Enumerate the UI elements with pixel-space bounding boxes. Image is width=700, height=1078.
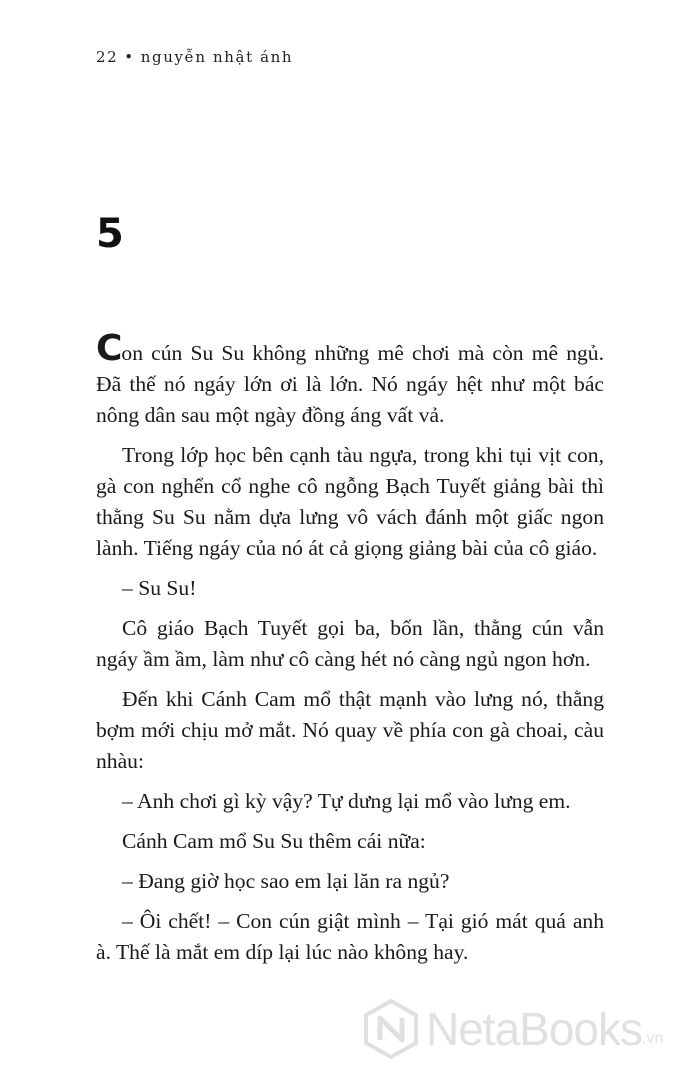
paragraph-6: – Anh chơi gì kỳ vậy? Tự dưng lại mổ vào lưng em. <box>122 789 571 813</box>
netabooks-logo-icon <box>360 998 422 1060</box>
watermark <box>360 998 663 1060</box>
paragraph-1 <box>96 328 604 431</box>
paragraph-7: Cánh Cam mổ Su Su thêm cái nữa: <box>122 829 426 853</box>
watermark-brand: NetaBooks <box>426 1003 643 1055</box>
chapter-body <box>96 328 604 977</box>
paragraph-1-text: on cún Su Su không những mê chơi mà còn mê ngủ. Đã thế nó ngáy lớn ơi là lớn. Nó ngáy hệt như một bác nông dân sau một ngày đồng áng vất vả. <box>96 341 604 427</box>
running-head <box>96 48 293 66</box>
paragraph-5: Đến khi Cánh Cam mổ thật mạnh vào lưng nó, thằng bợm mới chịu mở mắt. Nó quay về phía con gà choai, càu nhàu: <box>96 687 604 773</box>
author-name: nguyễn nhật ánh <box>140 48 294 66</box>
drop-cap: C <box>96 328 122 369</box>
paragraph-2: Trong lớp học bên cạnh tàu ngựa, trong khi tụi vịt con, gà con nghển cổ nghe cô ngỗng Bạch Tuyết giảng bài thì thằng Su Su nằm dựa lưng vô vách đánh một giấc ngon lành. Tiếng ngáy của nó át cả giọng giảng bài của cô giáo. <box>96 443 604 560</box>
paragraph-4: Cô giáo Bạch Tuyết gọi ba, bốn lần, thằng cún vẫn ngáy ầm ầm, làm như cô càng hét nó càng ngủ ngon hơn. <box>96 616 604 671</box>
chapter-number: 5 <box>96 211 124 257</box>
watermark-tld: .vn <box>642 1030 664 1047</box>
header-separator: • <box>124 48 135 66</box>
page-number: 22 <box>96 48 119 66</box>
paragraph-9: – Ôi chết! – Con cún giật mình – Tại gió mát quá anh à. Thế là mắt em díp lại lúc nào không hay. <box>96 909 604 964</box>
paragraph-8: – Đang giờ học sao em lại lăn ra ngủ? <box>122 869 450 893</box>
paragraph-3: – Su Su! <box>122 576 197 600</box>
